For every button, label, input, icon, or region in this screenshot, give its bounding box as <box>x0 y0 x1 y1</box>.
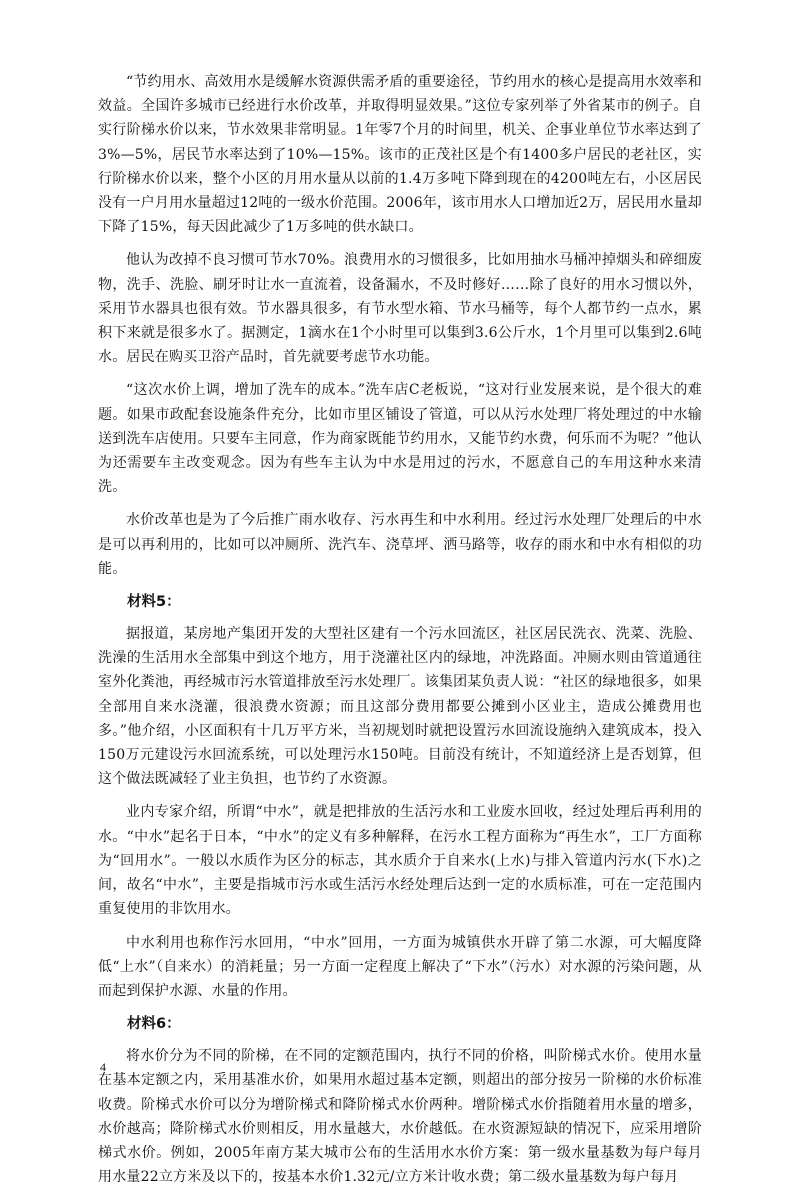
paragraph: 业内专家介绍，所谓“中水”，就是把排放的生活污水和工业废水回收，经过处理后再利用的水。“中水”起名于日本，“中水”的定义有多种解释，在污水工程方面称为“再生水”，工厂方面称为“回用水”。一般以水质作为区分的标志，其水质介于自来水(上水)与排入管道内污水(下水)之间，故名“中水”，主要是指城市污水或生活污水经处理后达到一定的水质标准，可在一定范围内重复使用的非饮用水。 <box>98 804 702 918</box>
paragraph: 水价改革也是为了今后推广雨水收存、污水再生和中水利用。经过污水处理厂处理后的中水是可以再利用的，比如可以冲厕所、洗汽车、浇草坪、洒马路等，收存的雨水和中水有相似的功能。 <box>98 512 702 577</box>
paragraph: 据报道，某房地产集团开发的大型社区建有一个污水回流区，社区居民洗衣、洗菜、洗脸、洗澡的生活用水全部集中到这个地方，用于浇灌社区内的绿地，冲洗路面。冲厕水则由管道通往室外化粪池，再经城市污水管道排放至污水处理厂。该集团某负责人说：“社区的绿地很多，如果全部用自来水浇灌，很浪费水资源；而且这部分费用都要公摊到小区业主，造成公摊费用也多。”他介绍，小区面积有十几万平方米，当初规划时就把设置污水回流设施纳入建筑成本，投入150万元建设污水回流系统，可以处理污水150吨。目前没有统计，不知道经济上是否划算，但这个做法既减轻了业主负担，也节约了水资源。 <box>98 626 702 788</box>
paragraph: 将水价分为不同的阶梯，在不同的定额范围内，执行不同的价格，叫阶梯式水价。使用水量在基本定额之内，采用基准水价，如果用水超过基本定额，则超出的部分按另一阶梯的水价标准收费。阶梯式水价可以分为增阶梯式和降阶梯式水价两种。增阶梯式水价指随着用水量的增多，水价越高；降阶梯式水价则相反，用水量越大，水价越低。在水资源短缺的情况下，应采用增阶梯式水价。例如，2005年南方某大城市公布的生活用水水价方案：第一级水量基数为每户每月用水量22立方米及以下的，按基本水价1.32元/立方米计收水费；第二级水量基数为每户每月 <box>98 1048 702 1186</box>
section-heading-material-5: 材料5： <box>127 594 181 611</box>
section-heading-material-6: 材料6： <box>127 1016 181 1033</box>
paragraph: 他认为改掉不良习惯可节水70%。浪费用水的习惯很多，比如用抽水马桶冲掉烟头和碎细废物，洗手、洗脸、刷牙时让水一直流着，设备漏水，不及时修好……除了良好的用水习惯以外，采用节水器具也很有效。节水器具很多，有节水型水箱、节水马桶等，每个人都节约一点水，累积下来就是很多水了。据测定，1滴水在1个小时里可以集到3.6公斤水，1个月里可以集到2.6吨水。居民在购买卫浴产品时，首先就要考虑节水功能。 <box>98 252 702 366</box>
document-body <box>98 70 702 1198</box>
page-number: 4 <box>100 1060 106 1074</box>
paragraph: “这次水价上调，增加了洗车的成本。”洗车店C老板说，“这对行业发展来说，是个很大的难题。如果市政配套设施条件充分，比如市里区铺设了管道，可以从污水处理厂将处理过的中水输送到洗车店使用。只要车主同意，作为商家既能节约用水，又能节约水费，何乐而不为呢？”他认为还需要车主改变观念。因为有些车主认为中水是用过的污水，不愿意自己的车用这种水来清洗。 <box>98 382 702 496</box>
paragraph: “节约用水、高效用水是缓解水资源供需矛盾的重要途径，节约用水的核心是提高用水效率和效益。全国许多城市已经进行水价改革，并取得明显效果。”这位专家列举了外省某市的例子。自实行阶梯水价以来，节水效果非常明显。1年零7个月的时间里，机关、企事业单位节水率达到了3%—5%，居民节水率达到了10%—15%。该市的正茂社区是个有1400多户居民的老社区，实行阶梯水价以来，整个小区的月用水量从以前的1.4万多吨下降到现在的4200吨左右，小区居民没有一户月用水量超过12吨的一级水价范围。2006年，该市用水人口增加近2万，居民用水量却下降了15%，每天因此减少了1万多吨的供水缺口。 <box>98 74 702 236</box>
paragraph: 中水利用也称作污水回用，“中水”回用，一方面为城镇供水开辟了第二水源，可大幅度降低“上水”（自来水）的消耗量；另一方面一定程度上解决了“下水”（污水）对水源的污染问题，从而起到保护水源、水量的作用。 <box>98 934 702 999</box>
